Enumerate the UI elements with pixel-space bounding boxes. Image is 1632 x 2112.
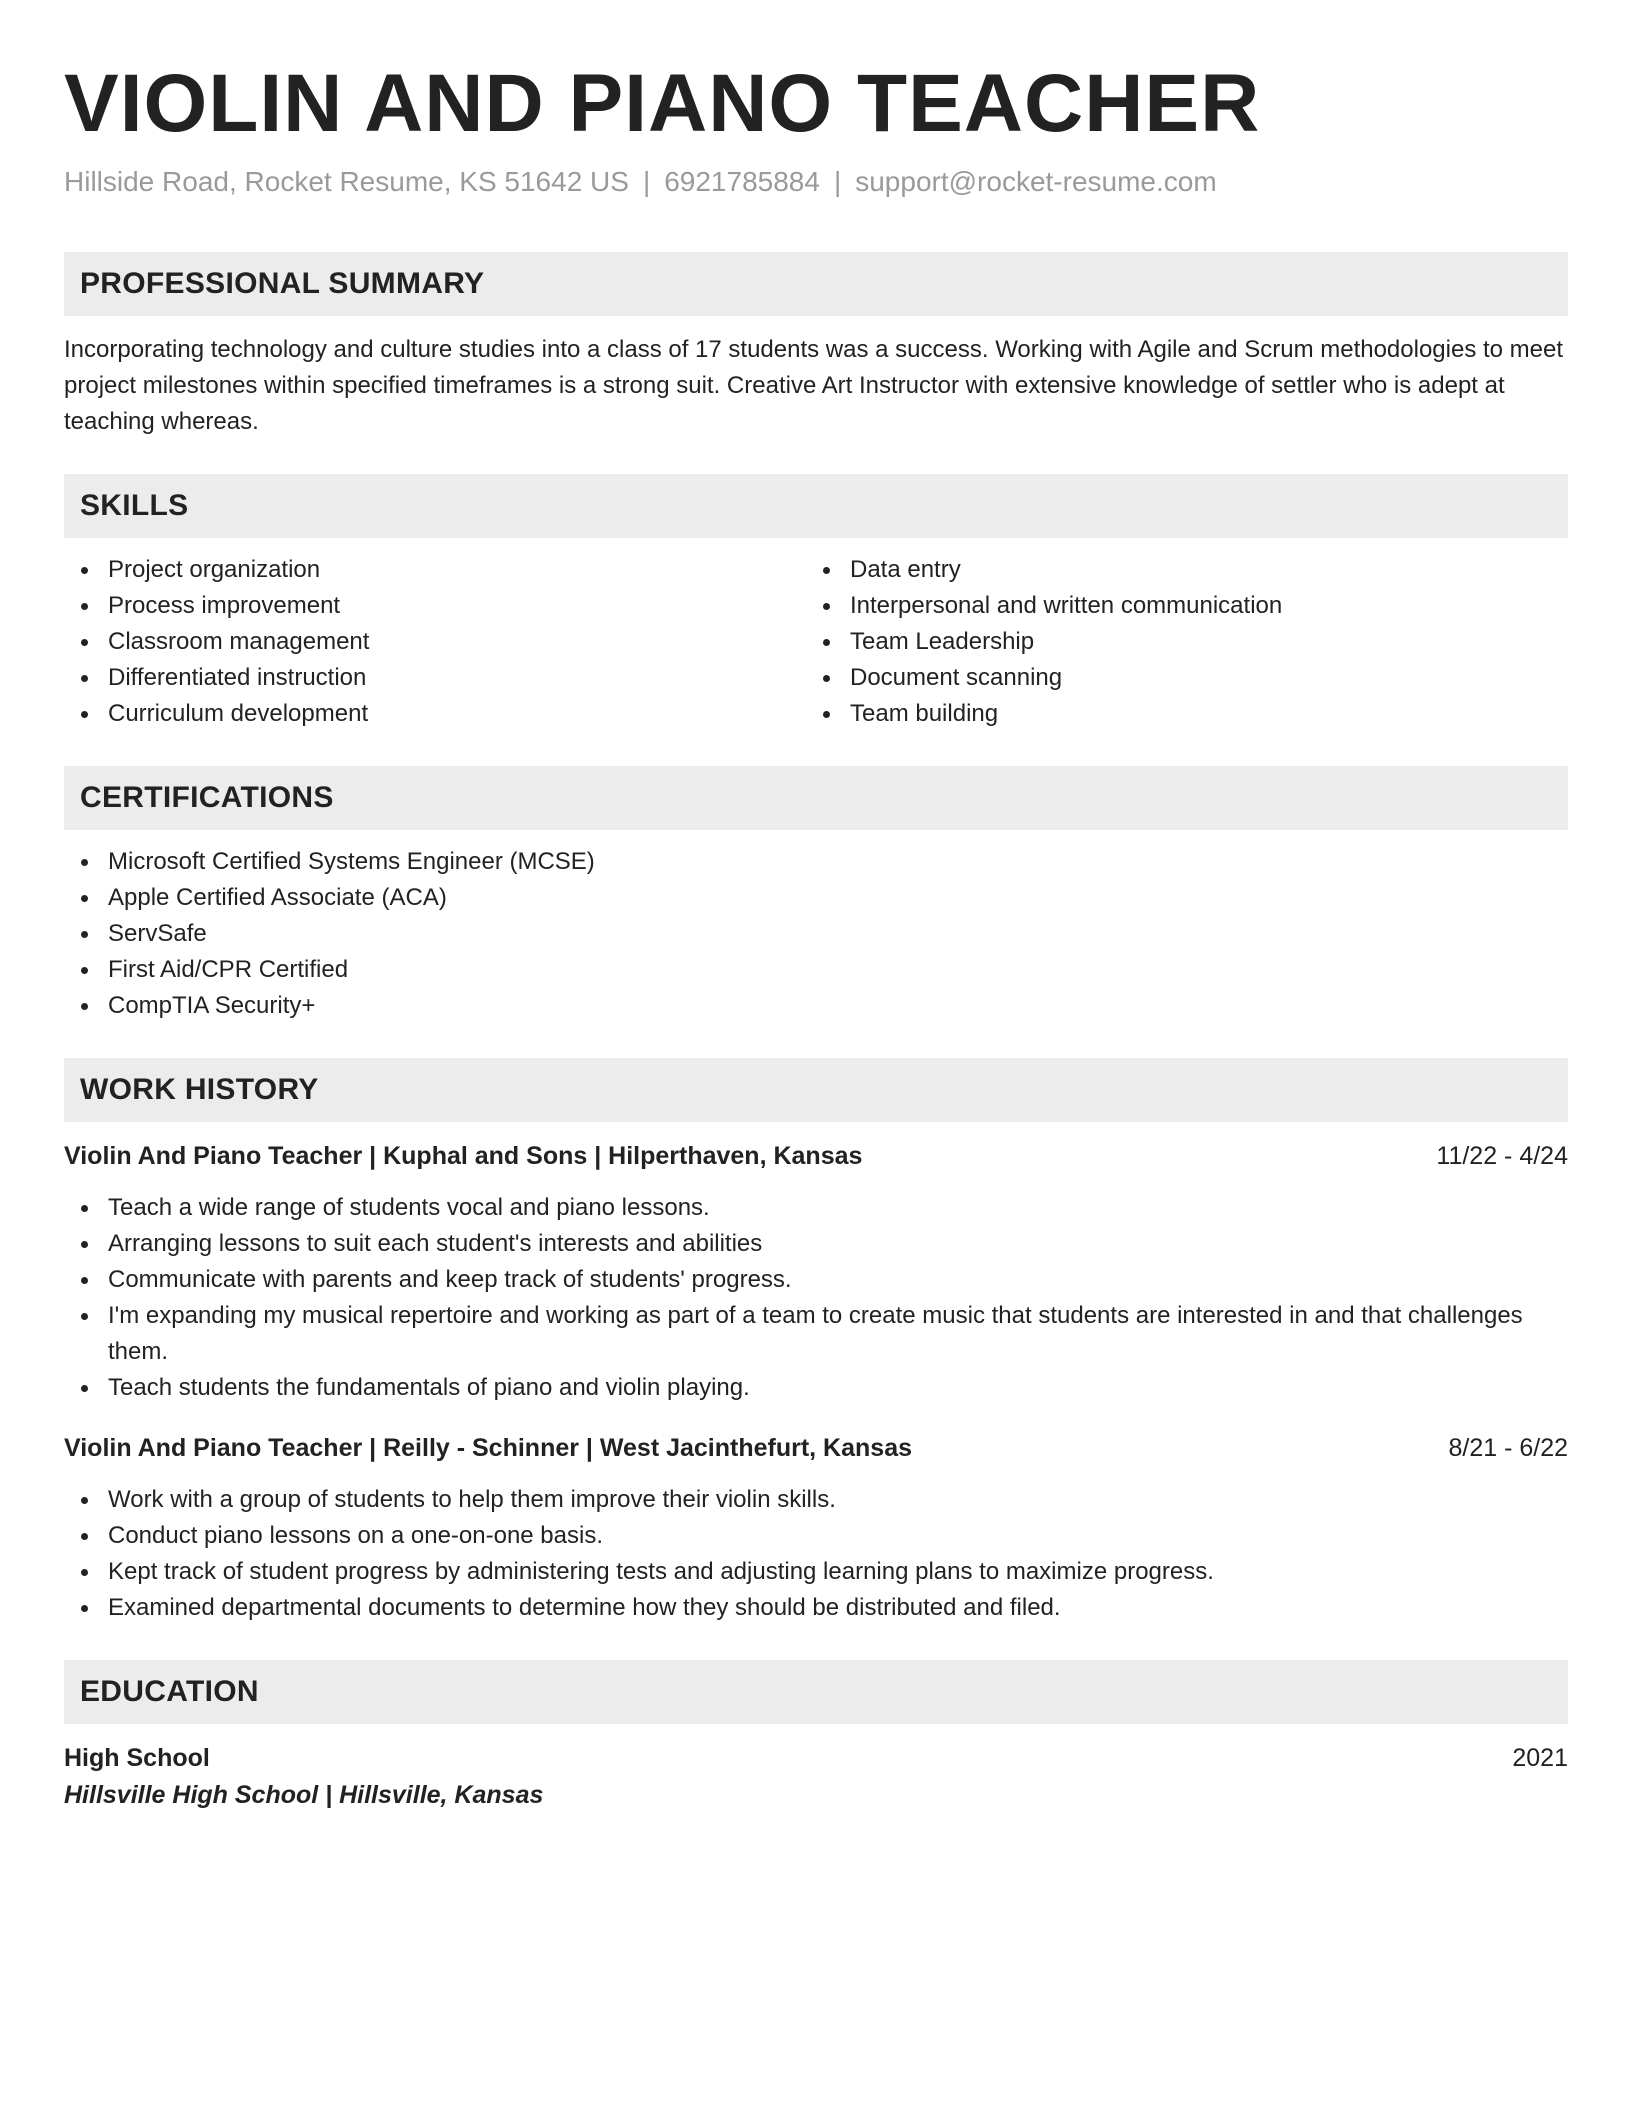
job-bullet: Examined departmental documents to determine how they should be distributed and filed. [64, 1590, 1568, 1626]
education-header [64, 1740, 1568, 1776]
section-header-education: EDUCATION [64, 1660, 1568, 1724]
certification-item: CompTIA Security+ [64, 988, 1568, 1024]
education-school: Hillsville High School | Hillsville, Kansas [64, 1781, 544, 1809]
education-year: 2021 [1512, 1744, 1568, 1772]
job-bullet: Teach students the fundamentals of piano and violin playing. [64, 1370, 1568, 1406]
job-bullet: Conduct piano lessons on a one-on-one basis. [64, 1518, 1568, 1554]
job-title: Violin And Piano Teacher | Reilly - Schinner | West Jacinthefurt, Kansas [64, 1434, 912, 1462]
job-bullet: Kept track of student progress by administering tests and adjusting learning plans to maximize progress. [64, 1554, 1568, 1590]
skills-grid [64, 552, 1568, 732]
skill-item: Data entry [806, 552, 1548, 588]
job-bullet: Work with a group of students to help them improve their violin skills. [64, 1482, 1568, 1518]
section-header-work-history: WORK HISTORY [64, 1058, 1568, 1122]
skill-item: Project organization [64, 552, 806, 588]
contact-email: support@rocket-resume.com [855, 166, 1217, 197]
section-header-certifications: CERTIFICATIONS [64, 766, 1568, 830]
job-bullet: Teach a wide range of students vocal and piano lessons. [64, 1190, 1568, 1226]
job-bullets [64, 1190, 1568, 1406]
skills-list-left [64, 552, 806, 732]
section-header-summary: PROFESSIONAL SUMMARY [64, 252, 1568, 316]
skill-item: Curriculum development [64, 696, 806, 732]
contact-address: Hillside Road, Rocket Resume, KS 51642 US [64, 166, 629, 197]
job-bullet: Arranging lessons to suit each student's interests and abilities [64, 1226, 1568, 1262]
job-dates: 11/22 - 4/24 [1436, 1142, 1568, 1170]
candidate-name: VIOLIN AND PIANO TEACHER [64, 58, 1261, 149]
skill-item: Classroom management [64, 624, 806, 660]
skill-item: Process improvement [64, 588, 806, 624]
certification-item: Apple Certified Associate (ACA) [64, 880, 1568, 916]
job-header [64, 1430, 1568, 1466]
skill-item: Differentiated instruction [64, 660, 806, 696]
skill-item: Document scanning [806, 660, 1548, 696]
certifications-list [64, 844, 1568, 1024]
skill-item: Team Leadership [806, 624, 1548, 660]
job-title: Violin And Piano Teacher | Kuphal and Sons | Hilperthaven, Kansas [64, 1142, 863, 1170]
job-header [64, 1138, 1568, 1174]
certification-item: ServSafe [64, 916, 1568, 952]
skill-item: Team building [806, 696, 1548, 732]
certification-item: Microsoft Certified Systems Engineer (MCSE) [64, 844, 1568, 880]
job-bullets [64, 1482, 1568, 1626]
contact-line [64, 164, 1568, 200]
certification-item: First Aid/CPR Certified [64, 952, 1568, 988]
skills-list-right [806, 552, 1548, 732]
skill-item: Interpersonal and written communication [806, 588, 1548, 624]
contact-separator: | [642, 166, 651, 197]
summary-text: Incorporating technology and culture studies into a class of 17 students was a success. Working with Agile and Scrum methodologies to meet project milestones within specified timeframes is a strong suit. Creative Art Instructor with extensive knowledge of settler who is adept at teaching whereas. [64, 336, 1564, 435]
job-bullet: I'm expanding my musical repertoire and working as part of a team to create music that students are interested in and that challenges them. [64, 1298, 1568, 1370]
section-header-skills: SKILLS [64, 474, 1568, 538]
job-dates: 8/21 - 6/22 [1448, 1434, 1568, 1462]
contact-phone: 6921785884 [664, 166, 820, 197]
contact-separator: | [833, 166, 842, 197]
education-degree: High School [64, 1744, 210, 1772]
job-bullet: Communicate with parents and keep track of students' progress. [64, 1262, 1568, 1298]
